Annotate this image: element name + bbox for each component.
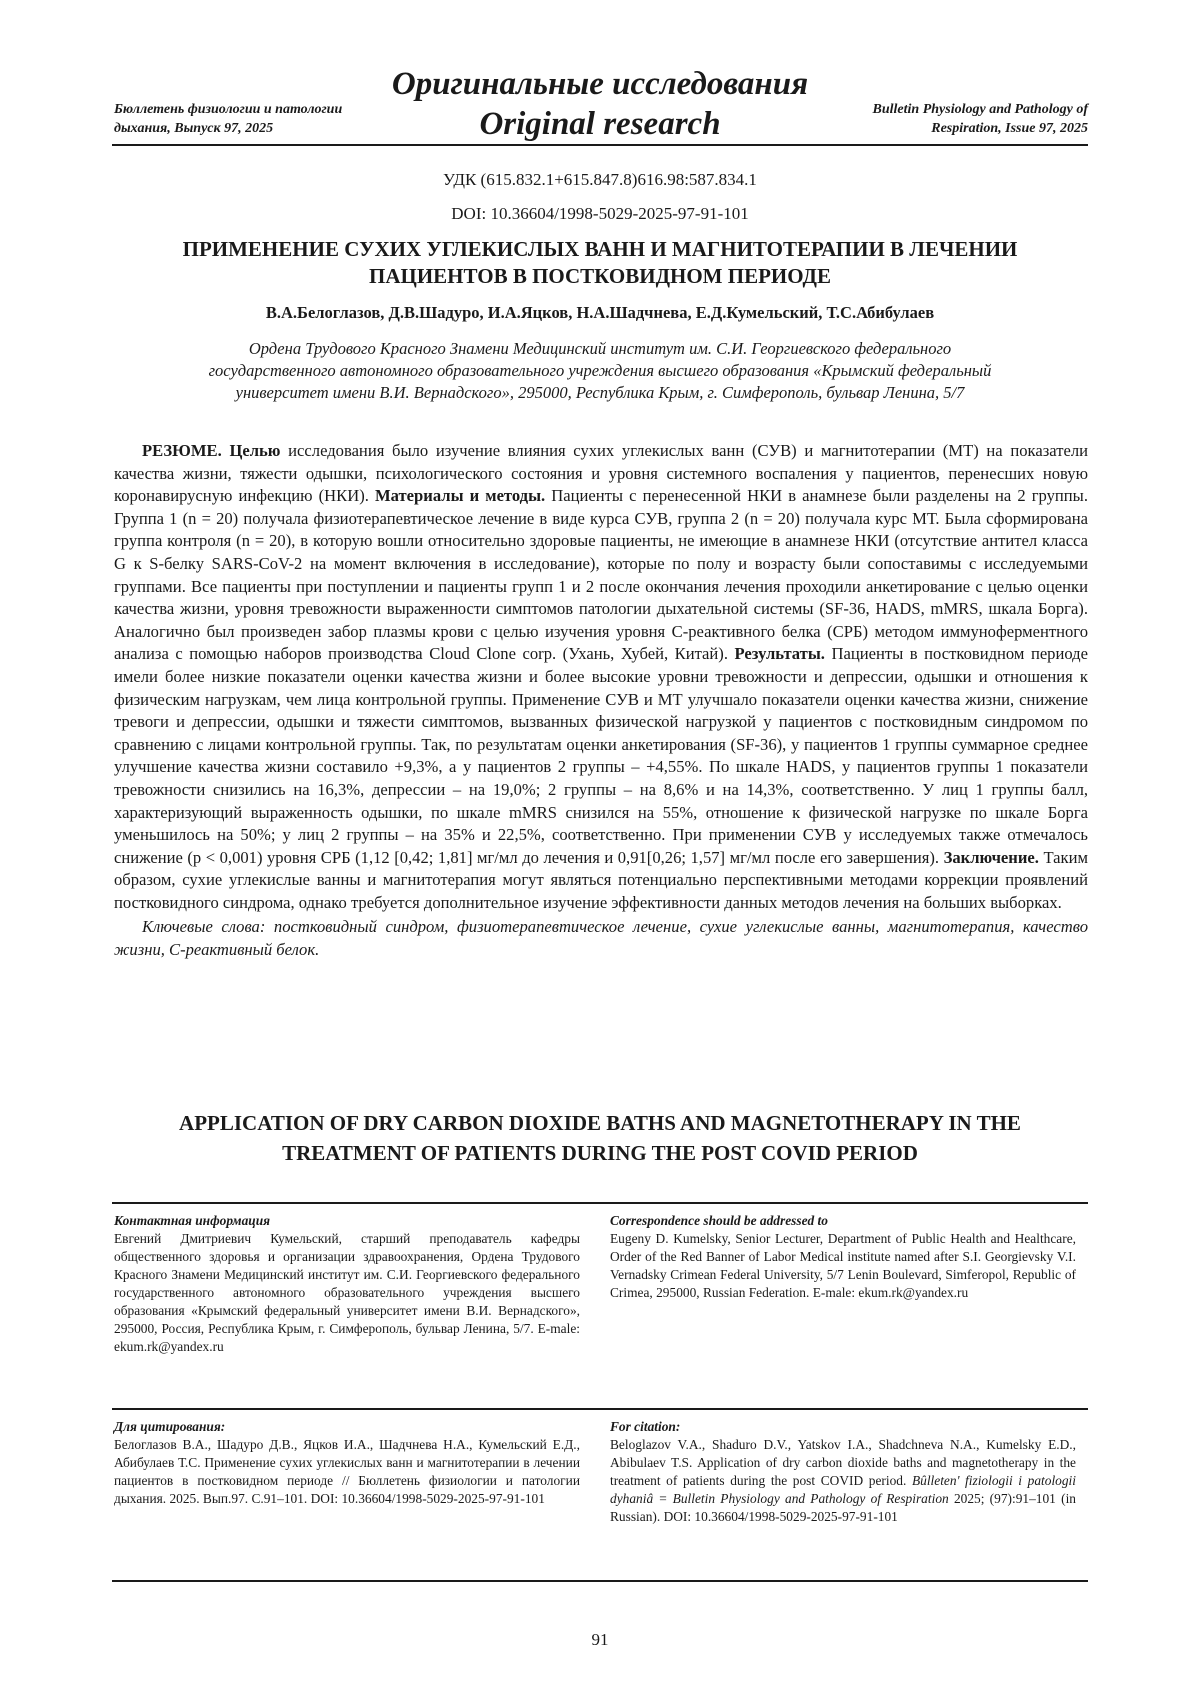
affiliation-line3: университет имени В.И. Вернадского», 295000, Республика Крым, г. Симферополь, бульвар Ленина, 5/7 <box>112 382 1088 404</box>
affiliation-line2: государственного автономного образовательного учреждения высшего образования «Крымский федеральный <box>112 360 1088 382</box>
conclusion-text: Таким образом, сухие углекислые ванны и магнитотерапия могут являться потенциально перспективными методами коррекции проявлений постковидного синдрома, однако требуется дополнительное изучение эффективности данных методов лечения на больших выборках. <box>114 848 1088 912</box>
contact-en-text: Eugeny D. Kumelsky, Senior Lecturer, Department of Public Health and Healthcare, Order of the Red Banner of Labor Medical institute named after S.I. Georgievsky V.I. Vernadsky Crimean Federal University, 5/7 Lenin Boulevard, Simferopol, Republic of Crimea, 295000, Russian Federation. E-male: ekum.rk@yandex.ru <box>610 1230 1076 1302</box>
contact-en-heading: Correspondence should be addressed to <box>610 1212 1076 1230</box>
citation-en <box>610 1418 1076 1526</box>
contact-ru-heading: Контактная информация <box>114 1212 580 1230</box>
article-title-ru <box>112 236 1088 290</box>
authors: В.А.Белоглазов, Д.В.Шадуро, И.А.Яцков, Н.А.Шадчнева, Е.Д.Кумельский, Т.С.Абибулаев <box>112 303 1088 323</box>
article-title-ru-line2: ПАЦИЕНТОВ В ПОСТКОВИДНОМ ПЕРИОДЕ <box>112 263 1088 290</box>
journal-name-ru <box>114 100 414 138</box>
doi: DOI: 10.36604/1998-5029-2025-97-91-101 <box>112 204 1088 224</box>
journal-name-en <box>808 100 1088 138</box>
citation-divider <box>112 1408 1088 1410</box>
results-label: Результаты. <box>735 644 825 663</box>
article-title-ru-line1: ПРИМЕНЕНИЕ СУХИХ УГЛЕКИСЛЫХ ВАНН И МАГНИТОТЕРАПИИ В ЛЕЧЕНИИ <box>112 236 1088 263</box>
journal-name-en-line2: Respiration, Issue 97, 2025 <box>808 119 1088 138</box>
footer-divider <box>112 1580 1088 1582</box>
affiliation <box>112 338 1088 404</box>
methods-label: Материалы и методы. <box>375 486 545 505</box>
citation-ru-text: Белоглазов В.А., Шадуро Д.В., Яцков И.А., Шадчнева Н.А., Кумельский Е.Д., Абибулаев Т.С. Применение сухих углекислых ванн и магнитотерапии в лечении пациентов в постковидном периоде // Бюллетень физиологии и патологии дыхания. 2025. Вып.97. С.91–101. DOI: 10.36604/1998-5029-2025-97-91-101 <box>114 1436 580 1508</box>
journal-name-ru-line2: дыхания, Выпуск 97, 2025 <box>114 119 414 138</box>
contact-ru-text: Евгений Дмитриевич Кумельский, старший преподаватель кафедры общественного здоровья и организации здравоохранения, Ордена Трудового Красного Знамени Медицинский институт им. С.И. Георгиевского федерального государственного автономного образовательного учреждения высшего образования «Крымский федеральный университет имени В.И. Вернадского», 295000, Россия, Республика Крым, г. Симферополь, бульвар Ленина, 5/7. E-male: ekum.rk@yandex.ru <box>114 1230 580 1356</box>
affiliation-line1: Ордена Трудового Красного Знамени Медицинский институт им. С.И. Георгиевского федерального <box>112 338 1088 360</box>
results-text: Пациенты в постковидном периоде имели более низкие показатели оценки качества жизни и более высокие уровни тревожности и депрессии, одышки и отношения к физическим нагрузкам, чем лица контрольной группы. Применение СУВ и МТ улучшало показатели оценки качества жизни, снижение тревоги и депрессии, одышки и тяжести симптомов, вызванных физической нагрузкой у пациентов с постковидным синдромом по сравнению с лицами контрольной группы. Так, по результатам оценки анкетирования (SF-36), у пациентов 1 группы суммарное среднее улучшение качества жизни составило +9,3%, а у пациентов 2 группы – +4,55%. По шкале HADS, у пациентов группы 1 показатели тревожности снизились на 16,3%, депрессии – на 19,0%; 2 группы – на 8,6% и на 14,3%, соответственно. У лиц 1 группы балл, характеризующий выраженность одышки, по шкале mMRS снизился на 55%, отношение к физической нагрузке по шкале Борга уменьшилось на 50%; у лиц 2 группы – на 35% и 22,5%, соответственно. При применении СУВ у исследуемых также отмечалось снижение (р < 0,001) уровня СРБ (1,12 [0,42; 1,81] мг/мл до лечения и 0,91[0,26; 1,57] мг/мл после его завершения). <box>114 644 1088 866</box>
journal-page <box>0 0 1200 1697</box>
citation-ru <box>114 1418 580 1508</box>
citation-en-heading: For citation: <box>610 1418 1076 1436</box>
conclusion-label: Заключение. <box>944 848 1039 867</box>
article-title-en-line2: TREATMENT OF PATIENTS DURING THE POST COVID PERIOD <box>112 1138 1088 1168</box>
contact-en <box>610 1212 1076 1302</box>
methods-text: Пациенты с перенесенной НКИ в анамнезе были разделены на 2 группы. Группа 1 (n = 20) получала физиотерапевтическое лечение в виде курса СУВ, группа 2 (n = 20) получала курс МТ. Была сформирована группа контроля (n = 20), в которую вошли относительно здоровые пациенты, не имеющие в анамнезе НКИ (отсутствие антител класса G к S-белку SARS-CoV-2 на момент включения в исследование), которые по полу и возрасту были сопоставимы с исследуемыми группами. Все пациенты при поступлении и пациенты групп 1 и 2 после окончания лечения проходили анкетирование с целью оценки качества жизни, уровня тревожности выраженности симптомов патологии дыхательной системы (SF-36, HADS, mMRS, шкала Борга). Аналогично был произведен забор плазмы крови с целью изучения уровня С-реактивного белка (СРБ) методом иммуноферментного анализа с помощью наборов производства Cloud Clone corp. (Ухань, Хубей, Китай). <box>114 486 1088 663</box>
article-title-en <box>112 1108 1088 1168</box>
aim-text: исследования было изучение влияния сухих углекислых ванн (СУВ) и магнитотерапии (МТ) на показатели качества жизни, тяжести одышки, психологического состояния и уровня системного воспаления у пациентов, перенесших новую коронавирусную инфекцию (НКИ). <box>114 441 1088 505</box>
journal-name-en-line1: Bulletin Physiology and Pathology of <box>808 100 1088 119</box>
citation-en-text <box>610 1436 1076 1526</box>
section-title-ru: Оригинальные исследования <box>380 64 820 104</box>
udk-code: УДК (615.832.1+615.847.8)616.98:587.834.1 <box>112 170 1088 190</box>
citation-en-part2: 2025; (97):91–101 (in Russian). DOI: 10.36604/1998-5029-2025-97-91-101 <box>610 1491 1076 1524</box>
header-divider <box>112 144 1088 146</box>
citation-ru-heading: Для цитирования: <box>114 1418 580 1436</box>
journal-name-ru-line1: Бюллетень физиологии и патологии <box>114 100 414 119</box>
section-title-en: Original research <box>380 104 820 144</box>
abstract <box>114 440 1088 962</box>
contact-ru <box>114 1212 580 1356</box>
contact-divider <box>112 1202 1088 1204</box>
citation-en-journal: Bûlleten' fiziologii i patologii dyhaniâ = Bulletin Physiology and Pathology of Respiration <box>610 1473 1076 1506</box>
abstract-body <box>114 440 1088 914</box>
citation-en-part1: Beloglazov V.A., Shaduro D.V., Yatskov I.A., Shadchneva N.A., Kumelsky E.D., Abibulaev T.S. Application of dry carbon dioxide baths and magnetotherapy in the treatment of patients during the post COVID period. <box>610 1437 1076 1488</box>
page-number: 91 <box>0 1630 1200 1650</box>
keywords: Ключевые слова: постковидный синдром, физиотерапевтическое лечение, сухие углекислые ванны, магнитотерапия, качество жизни, С-реактивный белок. <box>114 916 1088 961</box>
article-title-en-line1: APPLICATION OF DRY CARBON DIOXIDE BATHS AND MAGNETOTHERAPY IN THE <box>112 1108 1088 1138</box>
abstract-label: РЕЗЮМЕ. <box>142 441 222 460</box>
section-title <box>380 64 820 144</box>
aim-label: Целью <box>229 441 280 460</box>
